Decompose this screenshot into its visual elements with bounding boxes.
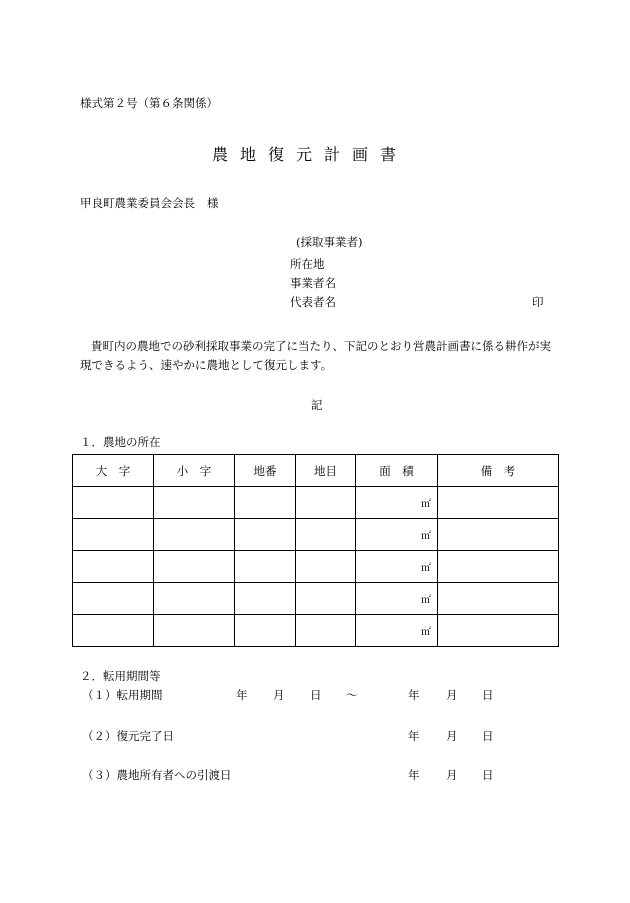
cell-oaza[interactable] [73,583,154,615]
area-unit: ㎡ [421,499,431,510]
cell-chimoku[interactable] [296,487,356,519]
body-text: 貴町内の農地での砂利採取事業の完了に当たり、下記のとおり営農計画書に係る耕作が実現できるよう、速やかに農地として復元します。 [80,339,551,372]
conversion-period-row [82,690,502,702]
completion-day: 日 [482,729,494,743]
handover-year: 年 [408,768,420,782]
table-row [73,551,559,583]
cell-chimoku[interactable] [296,519,356,551]
period-end-day: 日 [482,688,494,702]
table-row [73,583,559,615]
section2-heading: ２．転用期間等 [80,669,161,683]
handover-day: 日 [482,768,494,782]
cell-area[interactable] [356,487,438,519]
period-tilde: ～ [346,688,358,702]
col-chiban: 地番 [235,455,296,487]
cell-area[interactable] [356,519,438,551]
cell-oaza[interactable] [73,487,154,519]
applicant-address-label: 所在地 [290,257,325,271]
ki-heading: 記 [311,398,323,412]
cell-koaza[interactable] [154,551,235,583]
area-unit: ㎡ [421,531,431,542]
restoration-completion-label: （２）復元完了日 [82,729,174,743]
addressee-honorific: 様 [207,196,219,210]
handover-date-row [82,770,502,782]
col-area: 面 積 [356,455,438,487]
cell-oaza[interactable] [73,519,154,551]
addressee-name: 甲良町農業委員会会長 [80,196,195,210]
period-end-month: 月 [446,688,458,702]
table-header-row [73,455,559,487]
completion-month: 月 [446,729,458,743]
cell-chiban[interactable] [235,519,296,551]
cell-koaza[interactable] [154,487,235,519]
period-start-day: 日 [310,688,322,702]
cell-chiban[interactable] [235,583,296,615]
applicant-business-name-label: 事業者名 [290,276,336,290]
cell-chimoku[interactable] [296,583,356,615]
col-oaza: 大 字 [73,455,154,487]
table-row [73,519,559,551]
handover-date-label: （３）農地所有者への引渡日 [82,768,232,782]
area-unit: ㎡ [421,563,431,574]
col-remarks: 備 考 [438,455,559,487]
addressee [80,198,219,210]
document-title: 農地復元計画書 [212,145,409,164]
col-koaza: 小 字 [154,455,235,487]
cell-koaza[interactable] [154,583,235,615]
cell-remarks[interactable] [438,487,559,519]
cell-remarks[interactable] [438,583,559,615]
table-row [73,487,559,519]
cell-oaza[interactable] [73,615,154,647]
cell-area[interactable] [356,615,438,647]
period-start-year: 年 [236,688,248,702]
area-unit: ㎡ [421,595,431,606]
land-location-table [72,454,559,647]
cell-oaza[interactable] [73,551,154,583]
seal-mark: 印 [532,295,544,309]
cell-chiban[interactable] [235,551,296,583]
cell-area[interactable] [356,583,438,615]
completion-year: 年 [408,729,420,743]
cell-chiban[interactable] [235,615,296,647]
conversion-period-label: （１）転用期間 [82,688,163,702]
applicant-heading: (採取事業者) [296,235,363,249]
cell-remarks[interactable] [438,615,559,647]
cell-chimoku[interactable] [296,551,356,583]
cell-koaza[interactable] [154,519,235,551]
cell-koaza[interactable] [154,615,235,647]
area-unit: ㎡ [421,627,431,638]
form-number: 様式第２号（第６条関係） [80,96,218,110]
section1-heading: １．農地の所在 [80,435,161,449]
cell-chiban[interactable] [235,487,296,519]
cell-remarks[interactable] [438,551,559,583]
cell-remarks[interactable] [438,519,559,551]
col-chimoku: 地目 [296,455,356,487]
restoration-completion-row [82,731,502,743]
table-row [73,615,559,647]
period-end-year: 年 [408,688,420,702]
cell-area[interactable] [356,551,438,583]
cell-chimoku[interactable] [296,615,356,647]
handover-month: 月 [446,768,458,782]
applicant-representative-label: 代表者名 [290,295,336,309]
period-start-month: 月 [273,688,285,702]
